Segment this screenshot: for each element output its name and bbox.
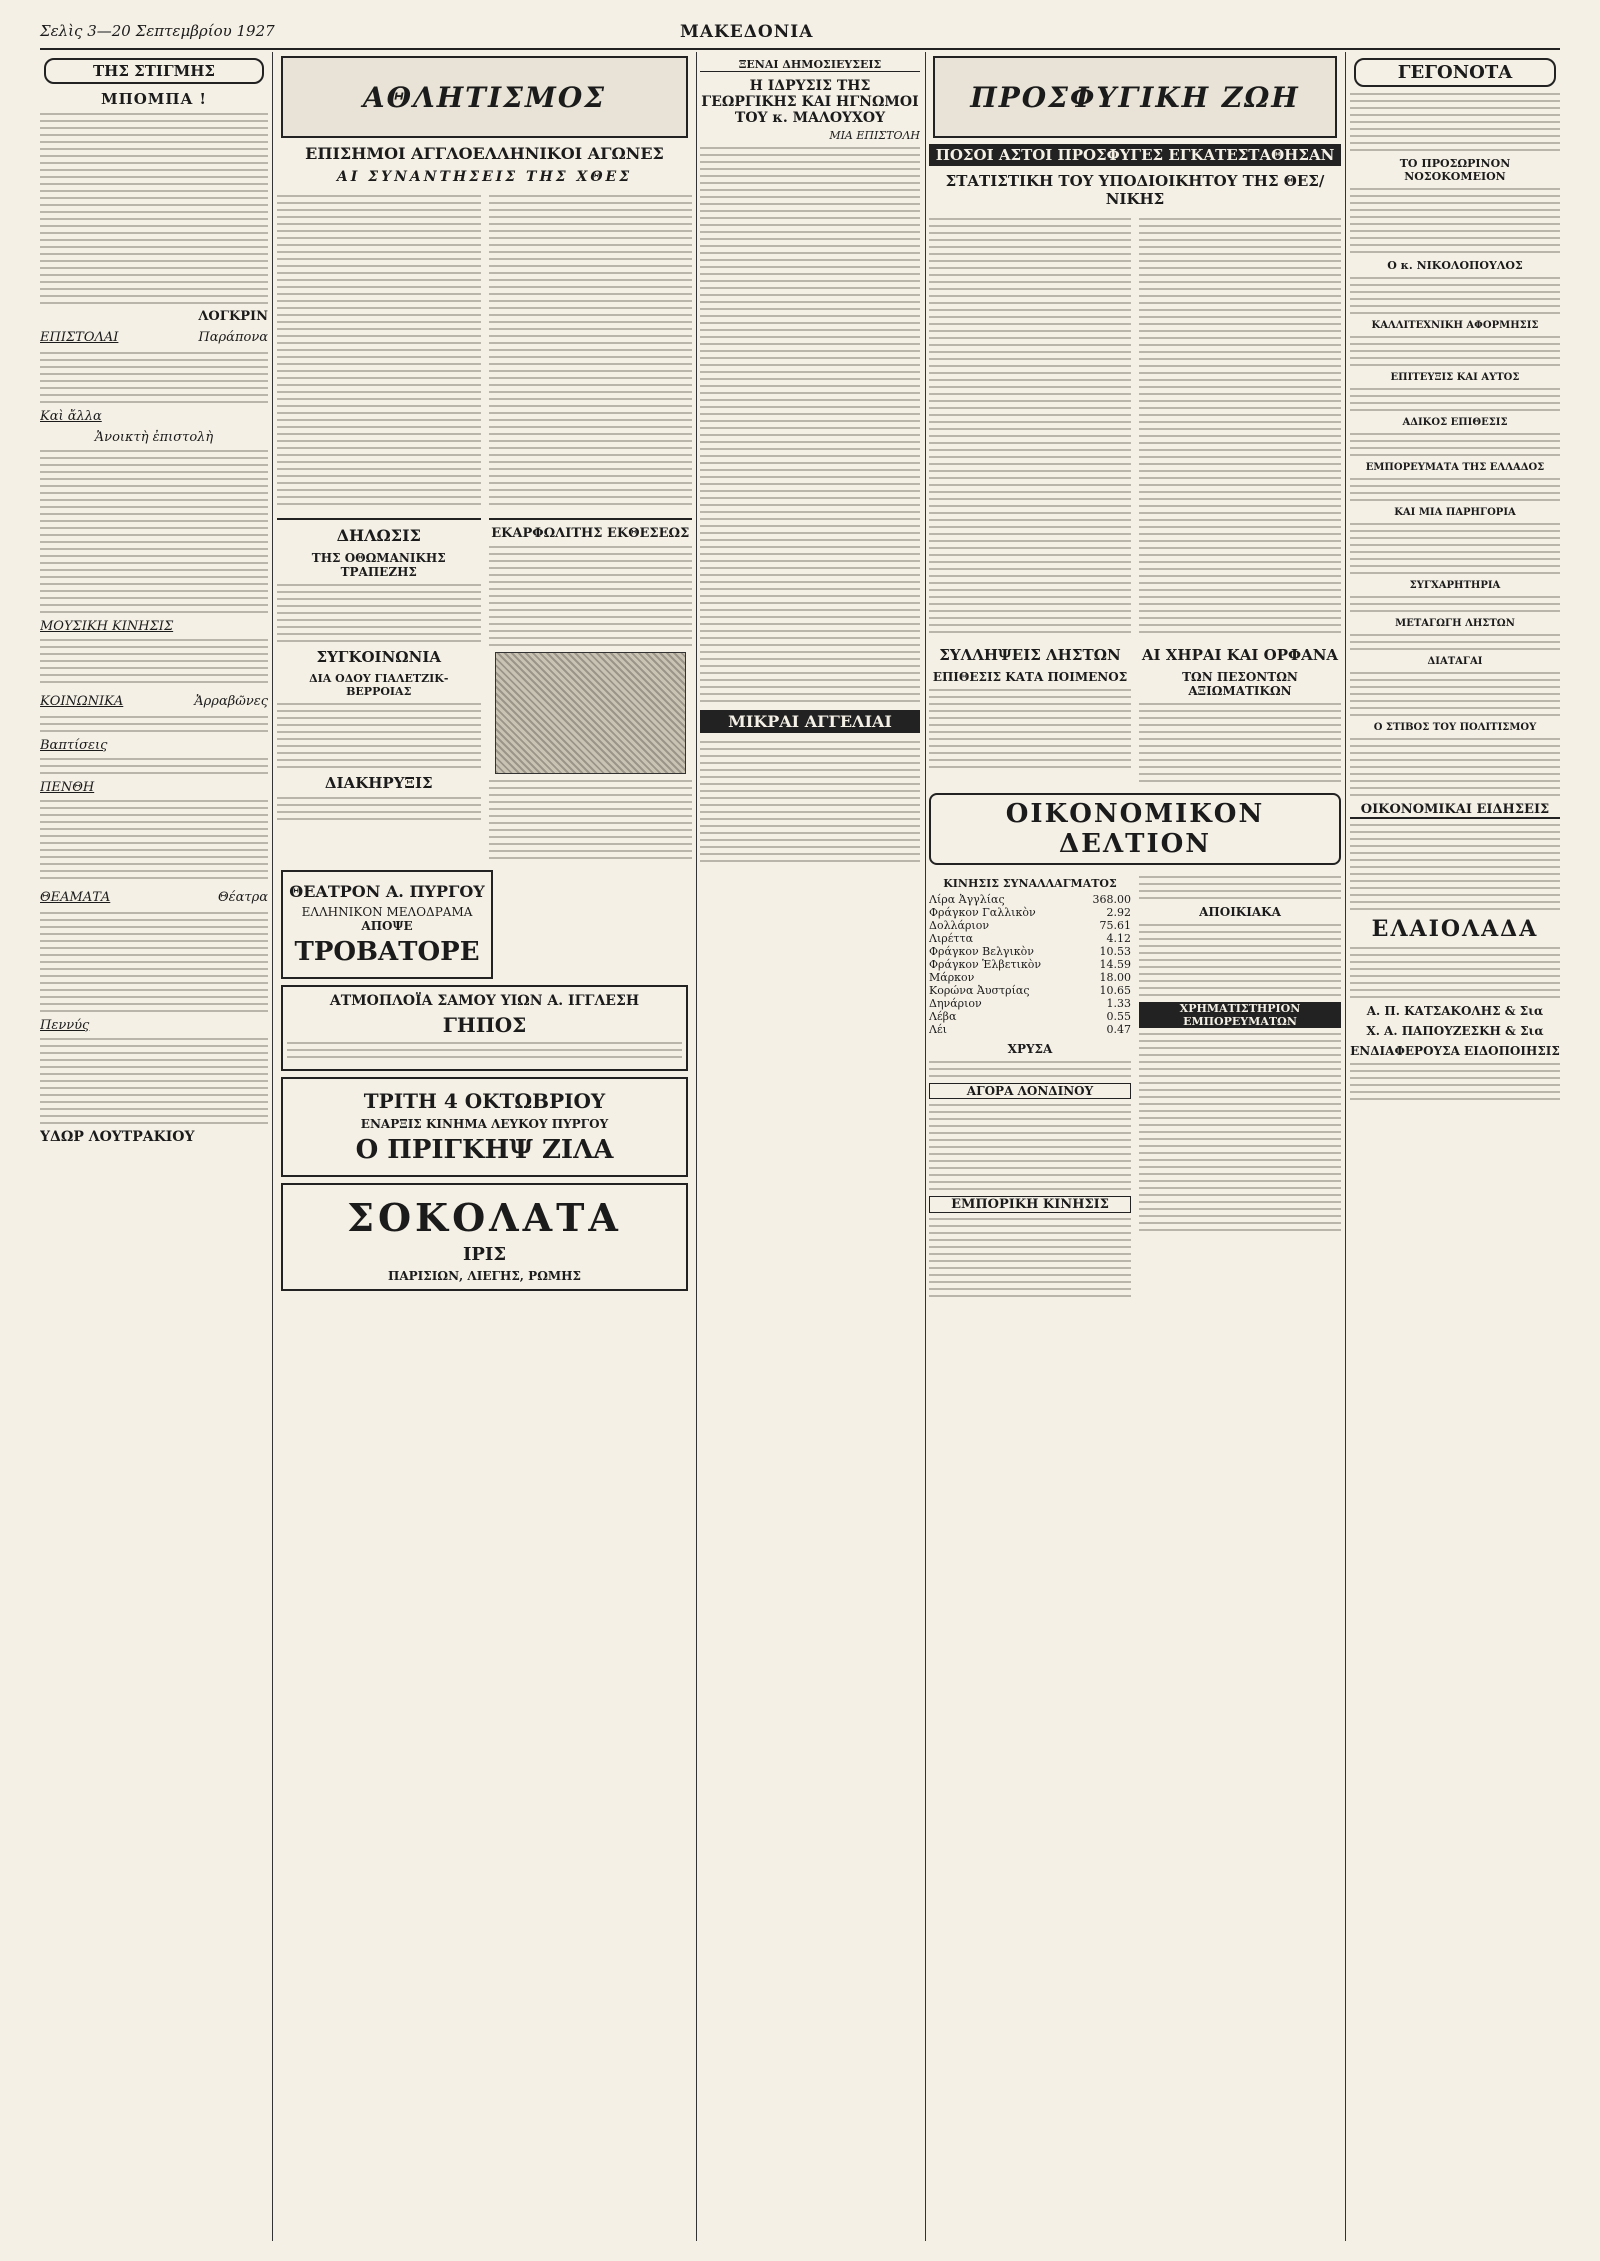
ad-footer: ΥΔΩΡ ΛΟΥΤΡΑΚΙΟΥ bbox=[40, 1129, 195, 1145]
body-text bbox=[1350, 634, 1560, 650]
currency-value: 0.55 bbox=[1106, 1010, 1131, 1023]
currency-name: Φράγκον Γαλλικὸν bbox=[929, 906, 1036, 919]
body-text bbox=[40, 352, 268, 403]
exchange-row bbox=[929, 1023, 1131, 1036]
article-headline: Ο ΣΤΙΒΟΣ ΤΟΥ ΠΟΛΙΤΙΣΜΟΥ bbox=[1373, 722, 1537, 733]
ad-title: ΕΛΑΙΟΛΑΔΑ bbox=[1371, 916, 1539, 942]
body-text bbox=[40, 450, 268, 613]
table-title: ΚΙΝΗΣΙΣ ΣΥΝΑΛΛΑΓΜΑΤΟΣ bbox=[943, 877, 1117, 890]
currency-value: 368.00 bbox=[1092, 893, 1131, 906]
ad-headline: Ο ΠΡΙΓΚΗΨ ΖΙΛΑ bbox=[355, 1135, 614, 1165]
currency-value: 2.92 bbox=[1106, 906, 1131, 919]
exchange-row bbox=[929, 919, 1131, 932]
section-tag: ΞΕΝΑΙ ΔΗΜΟΣΙΕΥΣΕΙΣ bbox=[700, 58, 920, 72]
currency-name: Λίρα Ἀγγλίας bbox=[929, 893, 1005, 906]
article-headline: ΕΜΠΟΡΕΥΜΑΤΑ ΤΗΣ ΕΛΛΑΔΟΣ bbox=[1365, 462, 1545, 473]
currency-value: 0.47 bbox=[1106, 1023, 1131, 1036]
article-subhead: ΤΩΝ ΠΕΣΟΝΤΩΝ ΑΞΙΩΜΑΤΙΚΩΝ bbox=[1182, 670, 1298, 698]
body-text bbox=[1350, 672, 1560, 716]
body-text bbox=[40, 639, 268, 683]
body-text bbox=[1350, 824, 1560, 910]
body-text bbox=[1350, 277, 1560, 314]
column-3 bbox=[700, 52, 920, 2241]
currency-name: Κορώνα Ἀυστρίας bbox=[929, 984, 1030, 997]
article-headline: ΕΠΙΤΕΥΞΙΣ ΚΑΙ ΑΥΤΟΣ bbox=[1390, 372, 1520, 383]
body-text bbox=[1350, 1063, 1560, 1100]
article-headline: ΚΑΛΛΙΤΕΧΝΙΚΗ ΑΦΟΡΜΗΣΙΣ bbox=[1371, 320, 1539, 331]
body-text bbox=[40, 716, 268, 732]
section-label: ΕΠΙΣΤΟΛΑΙ bbox=[40, 330, 119, 345]
body-text bbox=[40, 1038, 268, 1124]
ad-headline: ΤΡΟΒΑΤΟΡΕ bbox=[294, 937, 480, 967]
article-subhead: ΧΡΗΜΑΤΙΣΤΗΡΙΟΝ ΕΜΠΟΡΕΥΜΑΤΩΝ bbox=[1139, 1002, 1341, 1028]
body-text bbox=[1350, 947, 1560, 998]
ad-title: ΤΡΙΤΗ 4 ΟΚΤΩΒΡΙΟΥ bbox=[363, 1089, 606, 1113]
article-subhead: ΑΠΟΙΚΙΑΚΑ bbox=[1199, 905, 1281, 919]
article-headline: ΜΕΤΑΓΩΓΗ ΛΗΣΤΩΝ bbox=[1395, 618, 1515, 629]
body-text bbox=[40, 912, 268, 1012]
box-title: ΤΗΣ ΣΤΙΓΜΗΣ bbox=[93, 62, 215, 80]
body-text bbox=[40, 800, 268, 879]
article-headline: Ο κ. ΝΙΚΟΛΟΠΟΥΛΟΣ bbox=[1387, 259, 1523, 272]
currency-value: 10.53 bbox=[1099, 945, 1131, 958]
currency-name: Λιρέττα bbox=[929, 932, 974, 945]
body-text bbox=[277, 190, 481, 510]
article-headline: ΑΙ ΧΗΡΑΙ ΚΑΙ ΟΡΦΑΝΑ bbox=[1141, 646, 1339, 664]
body-text bbox=[277, 797, 481, 820]
article-headline: ΕΚΑΡΦΩΛΙΤΗΣ ΕΚΘΕΣΕΩΣ bbox=[491, 526, 690, 541]
body-text bbox=[700, 147, 920, 702]
section-label: Θέατρα bbox=[217, 890, 268, 905]
table-title: ΧΡΥΣΑ bbox=[1007, 1042, 1053, 1056]
article-subhead: ΔΙΑ ΟΔΟΥ ΓΙΑΛΕΤΖΙΚ-ΒΕΡΡΟΙΑΣ bbox=[309, 672, 449, 698]
currency-value: 1.33 bbox=[1106, 997, 1131, 1010]
currency-value: 75.61 bbox=[1099, 919, 1131, 932]
column-rule bbox=[925, 52, 926, 2241]
article-headline: Η ΙΔΡΥΣΙΣ ΤΗΣ ΓΕΩΡΓΙΚΗΣ ΚΑΙ ΗΓΝΩΜΟΙ ΤΟΥ κ. ΜΑΛΟΥΧΟΥ bbox=[701, 78, 919, 126]
article-headline: ΚΑΙ ΜΙΑ ΠΑΡΗΓΟΡΙΑ bbox=[1394, 507, 1516, 518]
article-subhead: ΤΗΣ ΟΘΩΜΑΝΙΚΗΣ ΤΡΑΠΕΖΗΣ bbox=[311, 551, 446, 579]
article-headline: ΔΙΑΤΑΓΑΙ bbox=[1427, 656, 1483, 667]
chocolate-ad bbox=[281, 1183, 688, 1291]
body-text bbox=[489, 546, 693, 646]
body-text bbox=[40, 113, 268, 304]
currency-name: Δολλάριον bbox=[929, 919, 990, 932]
refugee-header-art: ΠΡΟΣΦΥΓΙΚΗ ΖΩΗ bbox=[933, 56, 1337, 138]
article-headline: ΣΥΛΛΗΨΕΙΣ ΛΗΣΤΩΝ bbox=[939, 646, 1121, 664]
column-1 bbox=[40, 52, 268, 2241]
theatre-ad bbox=[281, 870, 493, 979]
article-headline: ΜΠΟΜΠΑ ! bbox=[100, 90, 208, 108]
exchange-row bbox=[929, 958, 1131, 971]
column-rule bbox=[696, 52, 697, 2241]
ad-title: ΑΤΜΟΠΛΟΪΑ ΣΑΜΟΥ ΥΙΩΝ Α. ΙΓΓΛΕΣΗ bbox=[329, 993, 640, 1009]
column-2 bbox=[277, 52, 692, 2241]
article-headline: ΟΙΚΟΝΟΜΙΚΑΙ ΕΙΔΗΣΕΙΣ bbox=[1350, 802, 1560, 819]
section-label: Καὶ ἄλλα bbox=[40, 409, 102, 424]
body-text bbox=[1350, 433, 1560, 456]
article-subhead: ΜΙΑ ΕΠΙΣΤΟΛΗ bbox=[829, 129, 920, 142]
currency-value: 10.65 bbox=[1099, 984, 1131, 997]
ad-headline: ΓΗΠΟΣ bbox=[442, 1013, 527, 1037]
ad-subtitle: ΕΝΑΡΞΙΣ ΚΙΝΗΜΑ ΛΕΥΚΟΥ ΠΥΡΓΟΥ bbox=[360, 1117, 609, 1131]
section-box bbox=[44, 58, 264, 84]
section-banner: ΜΙΚΡΑΙ ΑΓΓΕΛΙΑΙ bbox=[700, 710, 920, 733]
subhead: Ἀνοικτὴ ἐπιστολὴ bbox=[94, 430, 214, 445]
body-text bbox=[700, 741, 920, 862]
ad-title: ΕΝΔΙΑΦΕΡΟΥΣΑ ΕΙΔΟΠΟΙΗΣΙΣ bbox=[1350, 1044, 1560, 1058]
article-headline: ΕΠΙΣΗΜΟΙ ΑΓΓΛΟΕΛΛΗΝΙΚΟΙ ΑΓΩΝΕΣ bbox=[305, 144, 664, 163]
section-box: ΓΕΓΟΝΟΤΑ bbox=[1354, 58, 1556, 87]
body-text bbox=[1350, 523, 1560, 574]
currency-name: Μάρκον bbox=[929, 971, 975, 984]
ad-line: ΠΑΡΙΣΙΩΝ, ΛΙΕΓΗΣ, ΡΩΜΗΣ bbox=[388, 1269, 581, 1283]
currency-name: Φράγκον Βελγικὸν bbox=[929, 945, 1034, 958]
body-text bbox=[929, 689, 1131, 768]
table-title: ΑΓΟΡΑ ΛΟΝΔΙΝΟΥ bbox=[929, 1083, 1131, 1099]
finance-banner: ΟΙΚΟΝΟΜΙΚΟΝ ΔΕΛΤΙΟΝ bbox=[929, 793, 1341, 865]
exchange-row bbox=[929, 997, 1131, 1010]
ad-title: ΘΕΑΤΡΟΝ Α. ΠΥΡΓΟΥ bbox=[289, 882, 485, 901]
exchange-table bbox=[929, 893, 1131, 1036]
currency-name: Δηνάριον bbox=[929, 997, 982, 1010]
column-5 bbox=[1350, 52, 1560, 2241]
body-text bbox=[1350, 336, 1560, 366]
sports-header-art: ΑΘΛΗΤΙΣΜΟΣ bbox=[281, 56, 688, 138]
cinema-ad bbox=[281, 1077, 688, 1177]
body-text bbox=[1350, 188, 1560, 253]
exchange-row bbox=[929, 932, 1131, 945]
body-text bbox=[489, 190, 693, 510]
page-date: Σελὶς 3—20 Σεπτεμβρίου 1927 bbox=[40, 22, 275, 40]
exchange-row bbox=[929, 893, 1131, 906]
article-headline: ΠΟΣΟΙ ΑΣΤΟΙ ΠΡΟΣΦΥΓΕΣ ΕΓΚΑΤΕΣΤΑΘΗΣΑΝ bbox=[929, 144, 1341, 166]
exchange-row bbox=[929, 906, 1131, 919]
currency-value: 18.00 bbox=[1099, 971, 1131, 984]
ad-line: ΑΠΟΨΕ bbox=[361, 919, 413, 933]
article-headline: ΑΔΙΚΟΣ ΕΠΙΘΕΣΙΣ bbox=[1402, 417, 1508, 428]
currency-name: Λέι bbox=[929, 1023, 947, 1036]
shipping-ad bbox=[281, 985, 688, 1071]
ad-name: Χ. Α. ΠΑΠΟΥΖΕΣΚΗ & Σια bbox=[1366, 1024, 1544, 1038]
body-text bbox=[1350, 478, 1560, 501]
article-headline: ΕΜΠΟΡΙΚΗ ΚΙΝΗΣΙΣ bbox=[929, 1196, 1131, 1213]
currency-name: Φράγκον Ἑλβετικὸν bbox=[929, 958, 1042, 971]
ad-subtitle: ΕΛΛΗΝΙΚΟΝ ΜΕΛΟΔΡΑΜΑ bbox=[301, 905, 473, 919]
column-rule bbox=[272, 52, 273, 2241]
section-label: ΠΕΝΘΗ bbox=[40, 780, 95, 795]
exchange-row bbox=[929, 945, 1131, 958]
section-label: ΘΕΑΜΑΤΑ bbox=[40, 890, 111, 905]
article-subhead: ΑΙ ΣΥΝΑΝΤΗΣΕΙΣ ΤΗΣ ΧΘΕΣ bbox=[336, 169, 633, 185]
body-text bbox=[1350, 93, 1560, 151]
column-4 bbox=[929, 52, 1341, 2241]
signature: ΛΟΓΚΡΙΝ bbox=[198, 309, 268, 324]
currency-value: 4.12 bbox=[1106, 932, 1131, 945]
body-text bbox=[1350, 596, 1560, 612]
body-text bbox=[1350, 388, 1560, 411]
section-label: ΜΟΥΣΙΚΗ ΚΙΝΗΣΙΣ bbox=[40, 619, 174, 634]
masthead bbox=[40, 22, 1560, 50]
exchange-row bbox=[929, 1010, 1131, 1023]
body-text bbox=[1350, 738, 1560, 796]
article-headline: ΔΗΛΩΣΙΣ bbox=[336, 526, 421, 545]
body-text bbox=[277, 703, 481, 768]
newspaper-title: ΜΑΚΕΔΟΝΙΑ bbox=[680, 22, 814, 42]
section-label: Παράπονα bbox=[198, 330, 268, 345]
article-headline: ΣΥΓΧΑΡΗΤΗΡΙΑ bbox=[1409, 580, 1501, 591]
article-subhead: ΕΠΙΘΕΣΙΣ ΚΑΤΑ ΠΟΙΜΕΝΟΣ bbox=[932, 670, 1128, 684]
ad-brand: ΙΡΙΣ bbox=[462, 1244, 507, 1265]
section-label: ΚΟΙΝΩΝΙΚΑ bbox=[40, 694, 124, 709]
column-rule bbox=[1345, 52, 1346, 2241]
body-text bbox=[489, 780, 693, 859]
section-label: Πεννύς bbox=[40, 1018, 90, 1033]
article-headline: ΤΟ ΠΡΟΣΩΡΙΝΟΝ ΝΟΣΟΚΟΜΕΙΟΝ bbox=[1399, 157, 1511, 183]
exchange-row bbox=[929, 984, 1131, 997]
currency-name: Λέβα bbox=[929, 1010, 957, 1023]
article-headline: ΔΙΑΚΗΡΥΞΙΣ bbox=[324, 774, 433, 792]
body-text bbox=[277, 584, 481, 642]
ad-title: ΣΟΚΟΛΑΤΑ bbox=[347, 1195, 622, 1240]
body-text bbox=[40, 758, 268, 774]
body-text bbox=[1139, 213, 1341, 638]
article-subhead: ΣΤΑΤΙΣΤΙΚΗ ΤΟΥ ΥΠΟΔΙΟΙΚΗΤΟΥ ΤΗΣ ΘΕΣ/ΝΙΚΗΣ bbox=[945, 172, 1325, 208]
section-label: Βαπτίσεις bbox=[40, 738, 108, 753]
ad-name: Α. Π. ΚΑΤΣΑΚΟΛΗΣ & Σια bbox=[1366, 1004, 1544, 1018]
body-text bbox=[1139, 703, 1341, 782]
article-headline: ΣΥΓΚΟΙΝΩΝΙΑ bbox=[316, 648, 441, 666]
currency-value: 14.59 bbox=[1099, 958, 1131, 971]
body-text bbox=[929, 213, 1131, 638]
section-label: Ἀρραβῶνες bbox=[194, 694, 268, 709]
exchange-row bbox=[929, 971, 1131, 984]
advert-photo bbox=[495, 652, 687, 774]
